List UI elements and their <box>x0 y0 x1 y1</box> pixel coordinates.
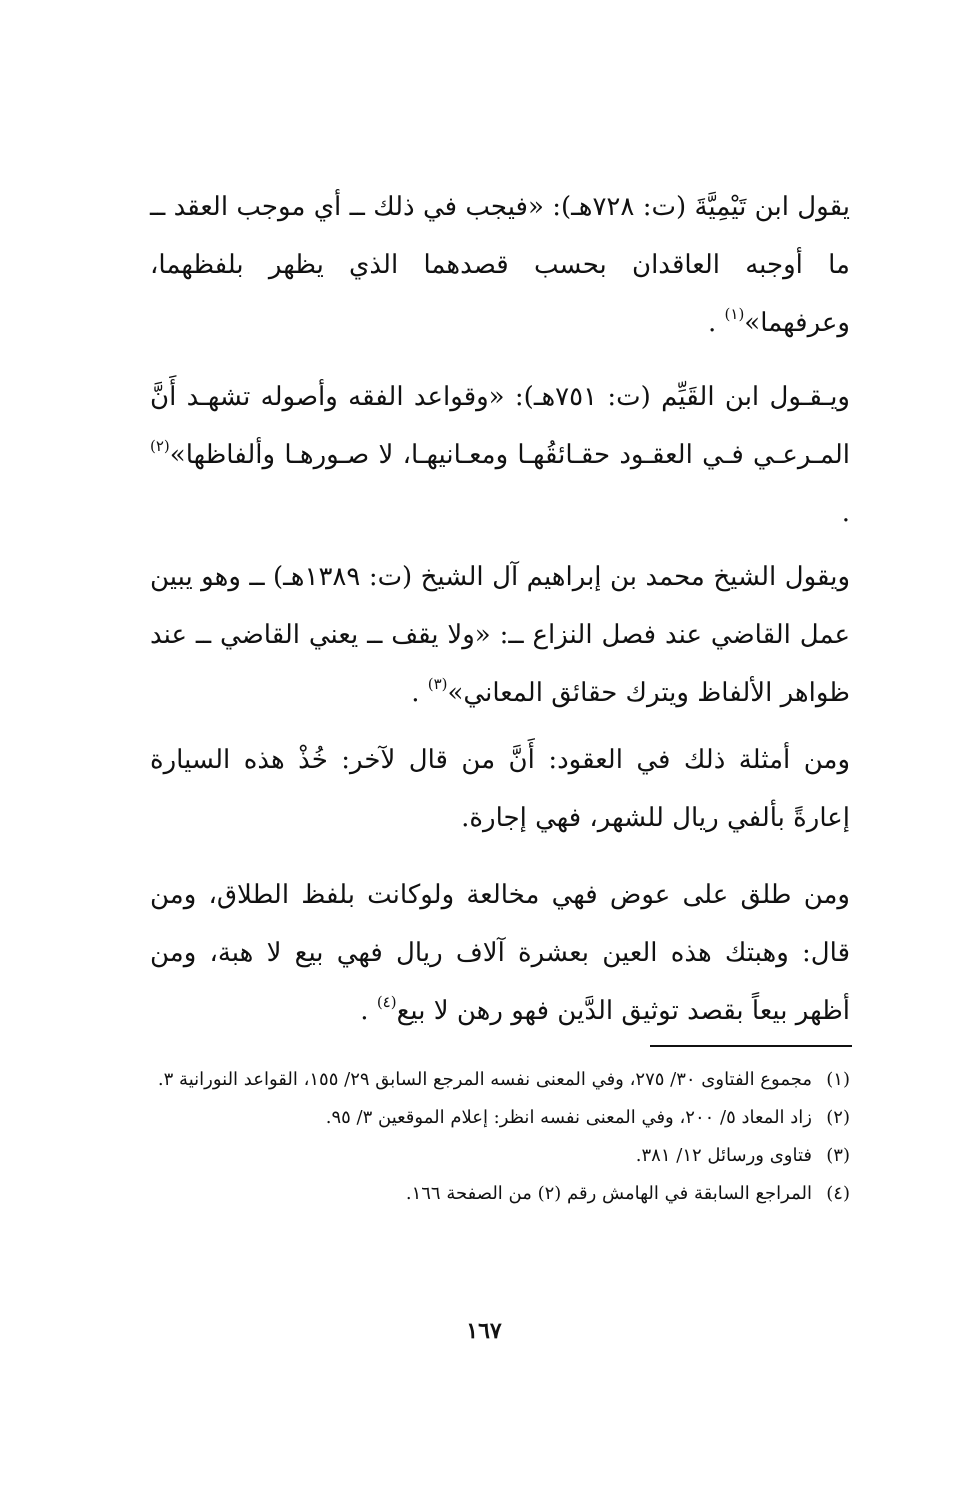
footnote-text: المراجع السابقة في الهامش رقم (٢) من الصفحة ١٦٦. <box>405 1183 812 1204</box>
paragraph-end: . <box>411 678 428 708</box>
paragraph-end: . <box>707 308 725 338</box>
page-number: ١٦٧ <box>466 1318 502 1344</box>
footnote-text: زاد المعاد ٥/ ٢٠٠، وفي المعنى نفسه انظر: إعلام الموقعين ٣/ ٩٥. <box>325 1107 812 1128</box>
footnote-divider <box>650 1045 852 1047</box>
paragraph-ibn-taymiyyah <box>150 178 850 352</box>
paragraph-text: يقول ابن تَيْمِيَّةَ (ت: ٧٢٨هـ): «فيجب في ذلك ــ أي موجب العقد ــ ما أوجبه العاقدان بحسب قصدهما الذي يظهر بلفظهما، وعرفهما» <box>150 192 850 338</box>
paragraph-divorce-gift-examples <box>150 866 850 1040</box>
paragraph-contract-examples <box>150 731 850 847</box>
footnote-ref-3: (٣) <box>427 675 448 693</box>
footnote-ref-1: (١) <box>724 305 745 323</box>
footnote-item <box>150 1061 850 1099</box>
paragraph-text: ومن أمثلة ذلك في العقود: أَنَّ من قال لآخر: خُذْ هذه السيارة إعارةً بألفي ريال للشهر، فهي إجارة. <box>150 745 850 833</box>
footnote-item <box>150 1137 850 1175</box>
footnote-item <box>150 1175 850 1213</box>
footnote-text: فتاوى ورسائل ١٢/ ٣٨١. <box>635 1145 812 1166</box>
footnote-ref-2: (٢) <box>150 437 170 455</box>
footnote-number: (٤) <box>826 1183 850 1204</box>
footnote-item <box>150 1099 850 1137</box>
footnote-number: (١) <box>826 1069 850 1090</box>
paragraph-text: ويـقـول ابن القَيِّم (ت: ٧٥١هـ): «وقواعد الفقه وأصوله تشهـد أَنَّ المـرعـي فـي العقـود حقـائقُهـا ومعـانيهـا، لا صـورهـا وألفاظها» <box>150 382 850 470</box>
footnotes-section <box>150 1061 850 1213</box>
paragraph-end: . <box>360 996 377 1026</box>
footnote-text: مجموع الفتاوى ٣٠/ ٢٧٥، وفي المعنى نفسه المرجع السابق ٢٩/ ١٥٥، القواعد النورانية ٣. <box>157 1069 812 1090</box>
paragraph-text: ومن طلق على عوض فهي مخالعة ولوكانت بلفظ الطلاق، ومن قال: وهبتك هذه العين بعشرة آلاف ريال فهي بيع لا هبة، ومن أظهر بيعاً بقصد توثيق الدَّين فهو رهن لا بيع <box>150 880 850 1026</box>
paragraph-ibn-alqayyim <box>150 368 850 542</box>
paragraph-text: ويقول الشيخ محمد بن إبراهيم آل الشيخ (ت: ١٣٨٩هـ) ــ وهو يبين عمل القاضي عند فصل النزاع ــ: «ولا يقف ــ يعني القاضي ــ عند ظواهر الألفاظ ويترك حقائق المعاني» <box>150 562 851 708</box>
paragraph-end: . <box>841 498 850 528</box>
footnote-number: (٣) <box>826 1145 850 1166</box>
footnote-ref-4: (٤) <box>376 993 397 1011</box>
paragraph-sheikh-muhammad <box>150 548 850 722</box>
footnote-number: (٢) <box>826 1107 850 1128</box>
